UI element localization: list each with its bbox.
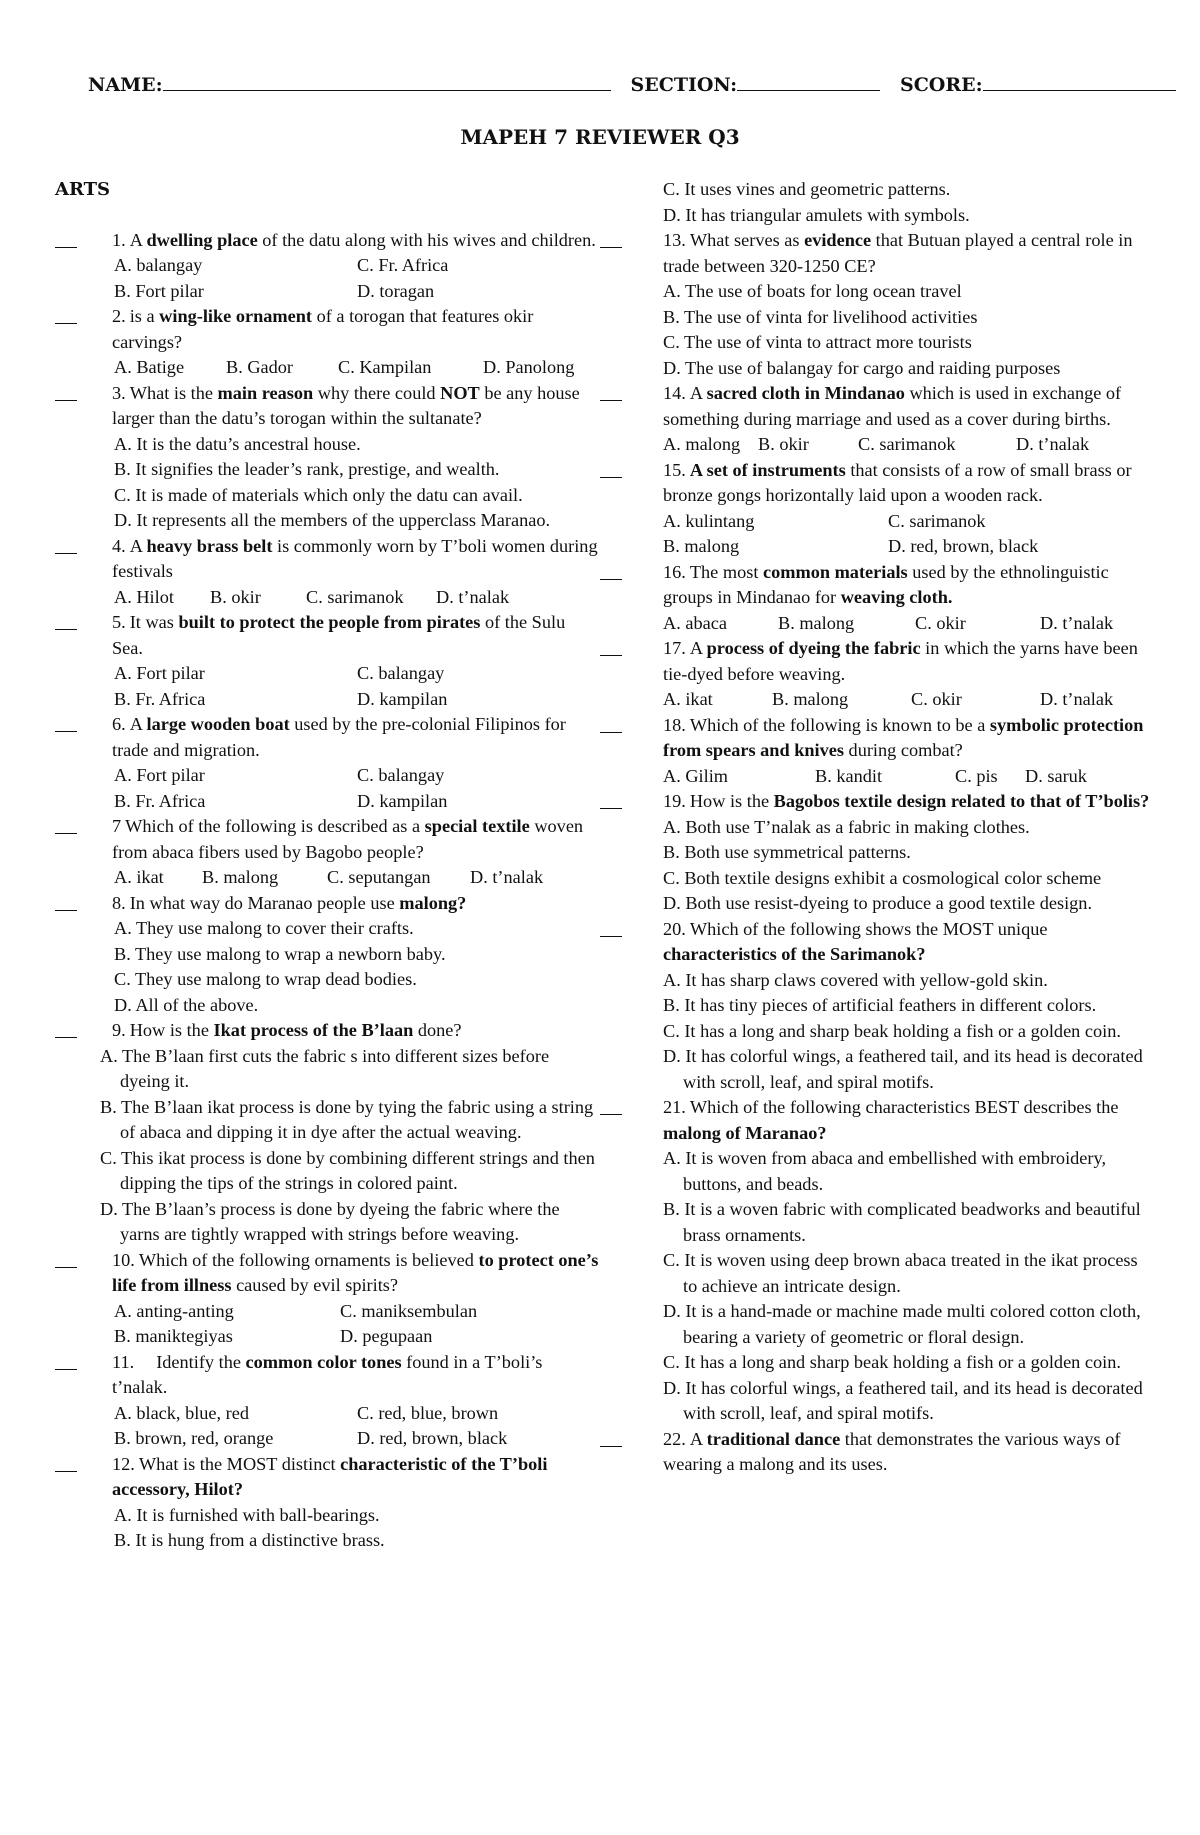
question-8: 8. In what way do Maranao people use malong? bbox=[55, 891, 600, 917]
option: B. It is a woven fabric with complicated beadworks and beautiful brass ornaments. bbox=[663, 1199, 1141, 1245]
option: A. Fort pilar bbox=[114, 663, 205, 683]
option: C. They use malong to wrap dead bodies. bbox=[114, 969, 417, 989]
option: A. Both use T’nalak as a fabric in making clothes. bbox=[663, 816, 1030, 837]
option: C. This ikat process is done by combining different strings and then dipping the tips of the strings in colored paint. bbox=[100, 1147, 595, 1193]
section-label: SECTION: bbox=[630, 74, 738, 96]
option: C. It has a long and sharp beak holding a fish or a golden coin. bbox=[663, 1352, 1121, 1372]
option: B. It is hung from a distinctive brass. bbox=[114, 1530, 385, 1550]
option: D. It is a hand-made or machine made multi colored cotton cloth, bearing a variety of geometric or floral design. bbox=[663, 1301, 1141, 1347]
option: B. malong bbox=[778, 612, 855, 633]
question-20-options bbox=[600, 968, 1155, 1096]
question-6-options bbox=[55, 763, 600, 789]
option: B. maniktegiyas bbox=[114, 1326, 233, 1346]
option: A. It is the datu’s ancestral house. bbox=[114, 433, 361, 454]
option: A. ikat bbox=[663, 689, 713, 709]
option: A. ikat bbox=[114, 867, 164, 887]
score-field[interactable] bbox=[983, 72, 1176, 91]
answer-blank[interactable] bbox=[600, 1095, 622, 1115]
option: C. okir bbox=[911, 689, 962, 709]
question-number: 5. bbox=[112, 612, 126, 632]
question-number: 9. bbox=[112, 1020, 126, 1040]
answer-blank[interactable] bbox=[55, 1248, 77, 1268]
question-number: 19. bbox=[663, 791, 686, 811]
right-column bbox=[600, 177, 1155, 1478]
option: D. t’nalak bbox=[1016, 434, 1090, 454]
question-4-options bbox=[55, 585, 600, 611]
question-7: 7 Which of the following is described as a special textile woven from abaca fibers used by Bagobo people? bbox=[55, 814, 600, 865]
student-info-header bbox=[88, 72, 1176, 96]
answer-blank[interactable] bbox=[600, 917, 622, 937]
question-9: 9. How is the Ikat process of the B’laan done? bbox=[55, 1018, 600, 1044]
question-9-options bbox=[55, 1044, 600, 1248]
option: C. The use of vinta to attract more tourists bbox=[663, 332, 972, 352]
question-number: 1. bbox=[112, 229, 126, 250]
answer-blank[interactable] bbox=[600, 458, 622, 478]
question-5: 5. It was built to protect the people from pirates of the Sulu Sea. bbox=[55, 610, 600, 661]
option: D. saruk bbox=[1025, 765, 1087, 786]
question-13: 13. What serves as evidence that Butuan played a central role in trade between 320-1250 CE? bbox=[600, 228, 1155, 279]
option: D. The use of balangay for cargo and raiding purposes bbox=[663, 357, 1061, 378]
option: A. The B’laan first cuts the fabric s into different sizes before dyeing it. bbox=[100, 1045, 550, 1091]
option: C. Fr. Africa bbox=[357, 255, 449, 275]
question-number: 16. bbox=[663, 561, 686, 582]
option: A. Hilot bbox=[114, 586, 174, 607]
score-label: SCORE: bbox=[899, 74, 983, 96]
option: D. It has colorful wings, a feathered tail, and its head is decorated with scroll, leaf, and spiral motifs. bbox=[663, 1377, 1143, 1423]
answer-blank[interactable] bbox=[600, 1427, 622, 1447]
question-3: 3. What is the main reason why there could NOT be any house larger than the datu’s torogan within the sultanate? bbox=[55, 381, 600, 432]
option: D. Both use resist-dyeing to produce a good textile design. bbox=[663, 893, 1093, 913]
question-number: 22. bbox=[663, 1428, 686, 1449]
option: A. Batige bbox=[114, 357, 185, 377]
option: A. It is woven from abaca and embellished with embroidery, buttons, and beads. bbox=[663, 1148, 1107, 1194]
option: B. Gador bbox=[226, 357, 294, 377]
question-number: 17. bbox=[663, 638, 686, 658]
question-number: 8. bbox=[112, 892, 126, 913]
answer-blank[interactable] bbox=[55, 1452, 77, 1472]
option: B. malong bbox=[202, 867, 279, 887]
option: D. All of the above. bbox=[114, 994, 259, 1015]
option: B. malong bbox=[772, 689, 849, 709]
question-3-options bbox=[55, 432, 600, 534]
question-number: 3. bbox=[112, 382, 126, 403]
answer-blank[interactable] bbox=[600, 713, 622, 733]
question-6: 6. A large wooden boat used by the pre-colonial Filipinos for trade and migration. bbox=[55, 712, 600, 763]
answer-blank[interactable] bbox=[55, 712, 77, 732]
question-19-options bbox=[600, 815, 1155, 917]
answer-blank[interactable] bbox=[600, 560, 622, 580]
option: A. It has sharp claws covered with yellow-gold skin. bbox=[663, 969, 1048, 990]
option: B. Fr. Africa bbox=[114, 790, 206, 811]
option: B. Fort pilar bbox=[114, 280, 204, 301]
question-19: 19. How is the Bagobos textile design related to that of T’bolis? bbox=[600, 789, 1155, 815]
question-12: 12. What is the MOST distinct characteristic of the T’boli accessory, Hilot? bbox=[55, 1452, 600, 1503]
question-15: 15. A set of instruments that consists of a row of small brass or bronze gongs horizontally laid upon a wooden rack. bbox=[600, 458, 1155, 509]
answer-blank[interactable] bbox=[55, 1350, 77, 1370]
option: A. It is furnished with ball-bearings. bbox=[114, 1504, 380, 1525]
answer-blank[interactable] bbox=[55, 304, 77, 324]
option: B. kandit bbox=[815, 765, 883, 786]
option: A. The use of boats for long ocean travel bbox=[663, 281, 962, 301]
option: B. It has tiny pieces of artificial feathers in different colors. bbox=[663, 995, 1097, 1015]
option: D. t’nalak bbox=[436, 586, 510, 607]
question-17-options bbox=[600, 687, 1155, 713]
question-11-options bbox=[55, 1401, 600, 1427]
name-field[interactable] bbox=[163, 72, 611, 91]
question-number: 14. bbox=[663, 383, 686, 403]
answer-blank[interactable] bbox=[600, 789, 622, 809]
option: A. Gilim bbox=[663, 765, 729, 786]
option: A. abaca bbox=[663, 612, 727, 633]
question-number: 21. bbox=[663, 1097, 686, 1117]
option: A. They use malong to cover their crafts. bbox=[114, 918, 414, 938]
answer-blank[interactable] bbox=[600, 381, 622, 401]
option: C. Both textile designs exhibit a cosmological color scheme bbox=[663, 867, 1102, 888]
option: D. kampilan bbox=[357, 688, 448, 709]
answer-blank[interactable] bbox=[55, 814, 77, 834]
question-11: 11. Identify the common color tones found in a T’boli’s t’nalak. bbox=[55, 1350, 600, 1401]
answer-blank[interactable] bbox=[55, 228, 77, 248]
option: D. pegupaan bbox=[340, 1326, 433, 1346]
option: B. Both use symmetrical patterns. bbox=[663, 842, 911, 862]
option: B. The B’laan ikat process is done by tying the fabric using a string of abaca and dipping it in dye after the actual weaving. bbox=[100, 1096, 594, 1142]
question-17: 17. A process of dyeing the fabric in which the yarns have been tie-dyed before weaving. bbox=[600, 636, 1155, 687]
question-number: 20. bbox=[663, 918, 686, 939]
question-number: 4. bbox=[112, 535, 126, 556]
question-1: 1. A dwelling place of the datu along with his wives and children. bbox=[55, 228, 600, 254]
option: D. red, brown, black bbox=[357, 1428, 508, 1448]
option: C. sarimanok bbox=[858, 434, 956, 454]
option: D. t’nalak bbox=[1040, 612, 1114, 633]
question-number: 2. bbox=[112, 306, 126, 326]
option: C. balangay bbox=[357, 765, 445, 785]
question-15-options bbox=[600, 509, 1155, 535]
question-10-options bbox=[55, 1299, 600, 1325]
answer-blank[interactable] bbox=[55, 381, 77, 401]
question-20: 20. Which of the following shows the MOST unique characteristics of the Sarimanok? bbox=[600, 917, 1155, 968]
option: D. t’nalak bbox=[1040, 689, 1114, 709]
answer-blank[interactable] bbox=[600, 228, 622, 248]
option: C. It is made of materials which only the datu can avail. bbox=[114, 484, 523, 505]
question-2-options bbox=[55, 355, 600, 381]
option: C. sarimanok bbox=[306, 586, 404, 607]
option: C. It has a long and sharp beak holding a fish or a golden coin. bbox=[663, 1020, 1121, 1041]
option: D. The B’laan’s process is done by dyeing the fabric where the yarns are tightly wrapped with strings before weaving. bbox=[100, 1198, 560, 1244]
option: B. brown, red, orange bbox=[114, 1428, 274, 1448]
question-22: 22. A traditional dance that demonstrates the various ways of wearing a malong and its uses. bbox=[600, 1427, 1155, 1478]
question-18-options bbox=[600, 764, 1155, 790]
option: C. It uses vines and geometric patterns. bbox=[663, 179, 951, 199]
question-10: 10. Which of the following ornaments is believed to protect one’s life from illness caused by evil spirits? bbox=[55, 1248, 600, 1299]
question-8-options bbox=[55, 916, 600, 1018]
option: B. okir bbox=[758, 434, 809, 454]
option: C. sarimanok bbox=[888, 510, 986, 531]
question-12-options bbox=[55, 1503, 600, 1554]
option: D. Panolong bbox=[483, 357, 575, 377]
section-field[interactable] bbox=[737, 72, 880, 91]
answer-blank[interactable] bbox=[55, 534, 77, 554]
answer-blank[interactable] bbox=[600, 636, 622, 656]
question-7-options bbox=[55, 865, 600, 891]
option: C. seputangan bbox=[327, 867, 431, 887]
question-2: 2. is a wing-like ornament of a torogan that features okir carvings? bbox=[55, 304, 600, 355]
option: C. red, blue, brown bbox=[357, 1402, 499, 1423]
page-title: MAPEH 7 REVIEWER Q3 bbox=[460, 125, 740, 149]
option: B. okir bbox=[210, 586, 261, 607]
answer-blank[interactable] bbox=[55, 891, 77, 911]
answer-blank[interactable] bbox=[55, 1018, 77, 1038]
question-14-options bbox=[600, 432, 1155, 458]
option: A. anting-anting bbox=[114, 1300, 234, 1321]
question-14: 14. A sacred cloth in Mindanao which is used in exchange of something during marriage and used as a cover during births. bbox=[600, 381, 1155, 432]
option: D. red, brown, black bbox=[888, 536, 1039, 556]
option: C. balangay bbox=[357, 663, 445, 683]
option: B. Fr. Africa bbox=[114, 688, 206, 709]
option: B. It signifies the leader’s rank, prestige, and wealth. bbox=[114, 459, 500, 479]
question-number: 13. bbox=[663, 230, 686, 250]
option: D. It has colorful wings, a feathered tail, and its head is decorated with scroll, leaf, and spiral motifs. bbox=[663, 1046, 1143, 1092]
question-number: 6. bbox=[112, 714, 126, 734]
question-16: 16. The most common materials used by the ethnolinguistic groups in Mindanao for weaving cloth. bbox=[600, 560, 1155, 611]
option: D. t’nalak bbox=[470, 867, 544, 887]
option: A. malong bbox=[663, 434, 741, 454]
option: B. malong bbox=[663, 536, 740, 556]
section-heading: ARTS bbox=[55, 179, 111, 200]
option: A. black, blue, red bbox=[114, 1402, 250, 1423]
option: C. Kampilan bbox=[338, 357, 432, 377]
option: C. maniksembulan bbox=[340, 1300, 478, 1321]
option: D. It has triangular amulets with symbols. bbox=[663, 204, 970, 225]
question-number: 18. bbox=[663, 714, 686, 735]
option: A. balangay bbox=[114, 255, 203, 275]
option: C. It is woven using deep brown abaca treated in the ikat process to achieve an intricate design. bbox=[663, 1250, 1138, 1296]
option: B. They use malong to wrap a newborn baby. bbox=[114, 943, 446, 964]
question-13-options bbox=[600, 279, 1155, 381]
question-number: 12. bbox=[112, 1453, 135, 1474]
question-4: 4. A heavy brass belt is commonly worn by T’boli women during festivals bbox=[55, 534, 600, 585]
question-number: 15. bbox=[663, 459, 686, 480]
question-21-options bbox=[600, 1146, 1155, 1427]
question-18: 18. Which of the following is known to be a symbolic protection from spears and knives during combat? bbox=[600, 713, 1155, 764]
question-12-continued bbox=[600, 177, 1155, 228]
left-column bbox=[55, 177, 600, 1554]
question-16-options bbox=[600, 611, 1155, 637]
option: B. The use of vinta for livelihood activities bbox=[663, 306, 978, 327]
option: D. kampilan bbox=[357, 790, 448, 811]
option: A. kulintang bbox=[663, 510, 755, 531]
question-number: 7 bbox=[112, 816, 122, 836]
option: D. It represents all the members of the upperclass Maranao. bbox=[114, 510, 551, 530]
question-1-options bbox=[55, 253, 600, 279]
name-label: NAME: bbox=[88, 74, 163, 96]
answer-blank[interactable] bbox=[55, 610, 77, 630]
option: A. Fort pilar bbox=[114, 765, 205, 785]
question-number: 11. bbox=[112, 1351, 135, 1372]
option: C. pis bbox=[955, 765, 998, 786]
question-5-options bbox=[55, 661, 600, 687]
option: C. okir bbox=[915, 612, 966, 633]
question-21: 21. Which of the following characteristics BEST describes the malong of Maranao? bbox=[600, 1095, 1155, 1146]
question-number: 10. bbox=[112, 1249, 135, 1270]
option: D. toragan bbox=[357, 280, 435, 301]
